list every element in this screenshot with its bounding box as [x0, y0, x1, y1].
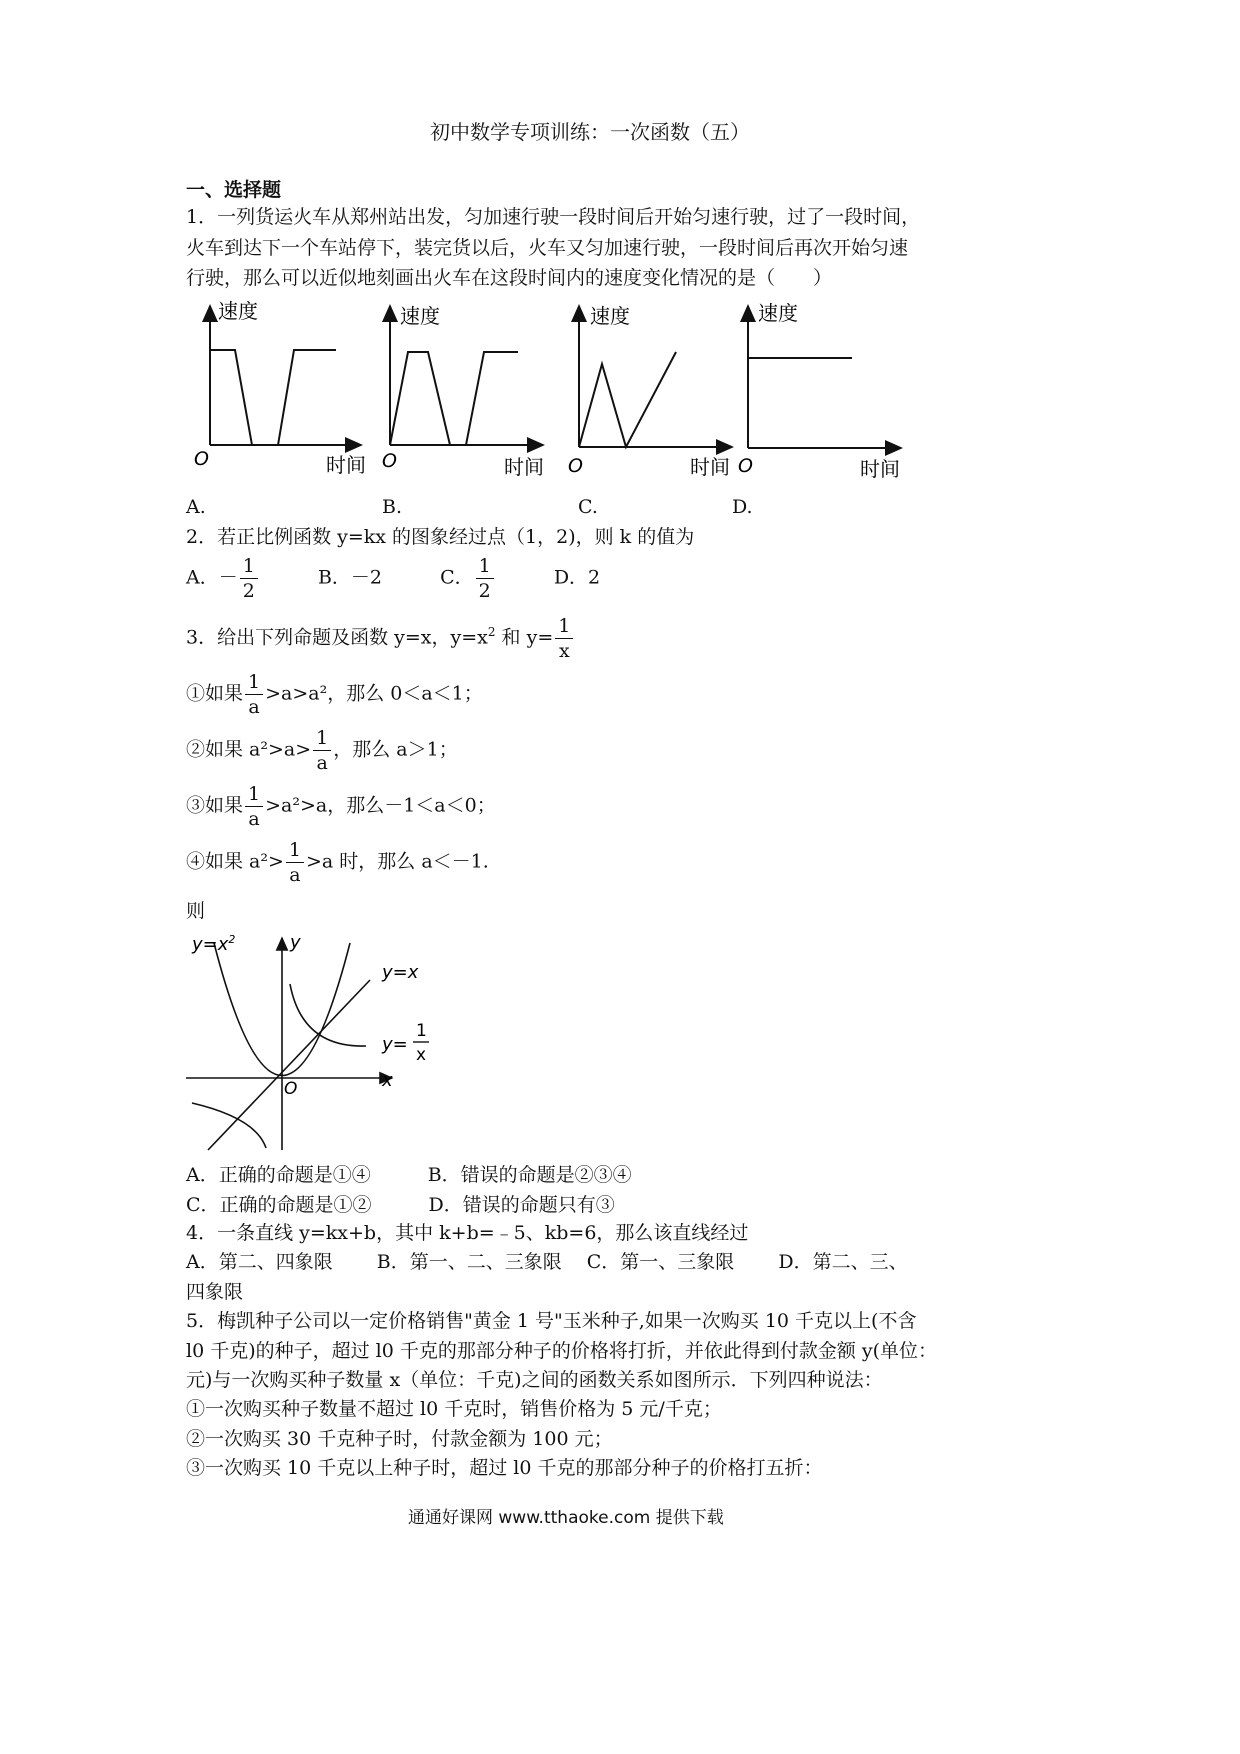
q2-options [186, 554, 600, 603]
q5-line-1: 5．梅凯种子公司以一定价格销售"黄金 1 号"玉米种子,如果一次购买 10 千克以上(不含 [186, 1310, 917, 1332]
graph-label-yinv: y= [382, 1034, 408, 1055]
q1-option-b: B. [382, 496, 403, 518]
q1-option-a: A. [186, 496, 206, 518]
page-footer: 通通好课网 www.tthaoke.com 提供下载 [408, 1508, 724, 1528]
graph-label-xaxis: x [382, 1070, 393, 1091]
q5-line-3: 元)与一次购买种子数量 x（单位：千克)之间的函数关系如图所示．下列四种说法： [186, 1369, 883, 1391]
q4-options-2: 四象限 [186, 1281, 244, 1303]
q2-a-label: A． [186, 566, 219, 589]
graph-c-ylabel: 速度 [590, 304, 630, 328]
q5-line-4: ①一次购买种子数量不超过 l0 千克时，销售价格为 5 元/千克； [186, 1398, 722, 1420]
q5-line-2: l0 千克)的种子，超过 l0 千克的那部分种子的价格将打折，并依此得到付款金额 y(单位： [186, 1340, 938, 1362]
q3-ze: 则 [186, 900, 206, 922]
graph-a-xlabel: 时间 [326, 453, 366, 477]
q4-options: A．第二、四象限 B．第一、二、三象限 C．第一、三象限 D．第二、三、 [186, 1251, 908, 1273]
graph-c-xlabel: 时间 [690, 455, 730, 479]
q3-proposition-3: ③如果 $\frac{1}{a}$ >a²>a，那么－1＜a＜0； [186, 783, 496, 830]
q1-option-c: C. [578, 496, 598, 518]
graph-a-origin: O [194, 448, 209, 470]
q3-stem: 3．给出下列命题及函数 y=x，$y=x^2$ 和 y= $\frac{1}{x}$ [186, 614, 575, 663]
q1-line-1: 1．一列货运火车从郑州站出发，匀加速行驶一段时间后开始匀速行驶，过了一段时间， [186, 206, 921, 228]
svg-text:1: 1 [416, 1021, 427, 1041]
section-heading: 一、选择题 [186, 179, 282, 201]
graph-d-ylabel: 速度 [758, 301, 798, 325]
graph-b-origin: O [382, 450, 397, 472]
graph-d-xlabel: 时间 [860, 457, 900, 481]
q2-a-fraction: $\frac{1}{2}$ [240, 554, 258, 603]
graph-c-origin: O [568, 455, 583, 477]
graph-d [748, 306, 901, 448]
graph-label-yaxis: y [290, 932, 301, 953]
q3-function-graph [186, 928, 446, 1152]
svg-text:x: x [416, 1045, 427, 1065]
q5-line-6: ③一次购买 10 千克以上种子时，超过 l0 千克的那部分种子的价格打五折： [186, 1457, 823, 1479]
graph-b-xlabel: 时间 [504, 455, 544, 479]
q1-option-d: D. [732, 496, 753, 518]
q4-stem: 4．一条直线 y=kx+b，其中 k+b=﹣5、kb=6，那么该直线经过 [186, 1222, 749, 1244]
page-title: 初中数学专项训练：一次函数（五） [430, 120, 750, 144]
q3-options-line-2: C．正确的命题是①② D．错误的命题只有③ [186, 1194, 615, 1216]
q2-option-b: B．－2 [317, 566, 382, 589]
graph-d-origin: O [738, 455, 753, 477]
q3-options-line-1: A．正确的命题是①④ B．错误的命题是②③④ [186, 1164, 632, 1186]
q3-proposition-4: ④如果 a²> $\frac{1}{a}$ >a 时，那么 a＜－1. [186, 839, 489, 886]
q3-proposition-2: ②如果 a²>a> $\frac{1}{a}$ ，那么 a＞1； [186, 727, 458, 774]
graph-b-ylabel: 速度 [400, 304, 440, 328]
graph-label-yx2: $y=x^2$ [192, 933, 236, 955]
q3-proposition-1: ①如果 $\frac{1}{a}$ >a>a²，那么 0＜a＜1； [186, 671, 483, 718]
q2-option-d: D．2 [553, 566, 601, 589]
q2-c-label: C． [440, 566, 474, 589]
q5-line-5: ②一次购买 30 千克种子时，付款金额为 100 元； [186, 1428, 613, 1450]
graph-a [210, 306, 361, 445]
q1-graphs [186, 292, 916, 492]
q2-stem: 2．若正比例函数 y=kx 的图象经过点（1，2)，则 k 的值为 [186, 526, 695, 548]
q1-line-2: 火车到达下一个车站停下，装完货以后，火车又匀加速行驶，一段时间后再次开始匀速 [186, 237, 909, 259]
graph-label-yx: y=x [382, 962, 419, 983]
graph-a-ylabel: 速度 [218, 299, 258, 323]
graph-label-origin: O [284, 1079, 298, 1099]
q2-a-sign: － [218, 566, 238, 589]
q1-line-3: 行驶，那么可以近似地刻画出火车在这段时间内的速度变化情况的是（ ） [186, 267, 833, 289]
q2-c-fraction: $\frac{1}{2}$ [476, 554, 494, 603]
